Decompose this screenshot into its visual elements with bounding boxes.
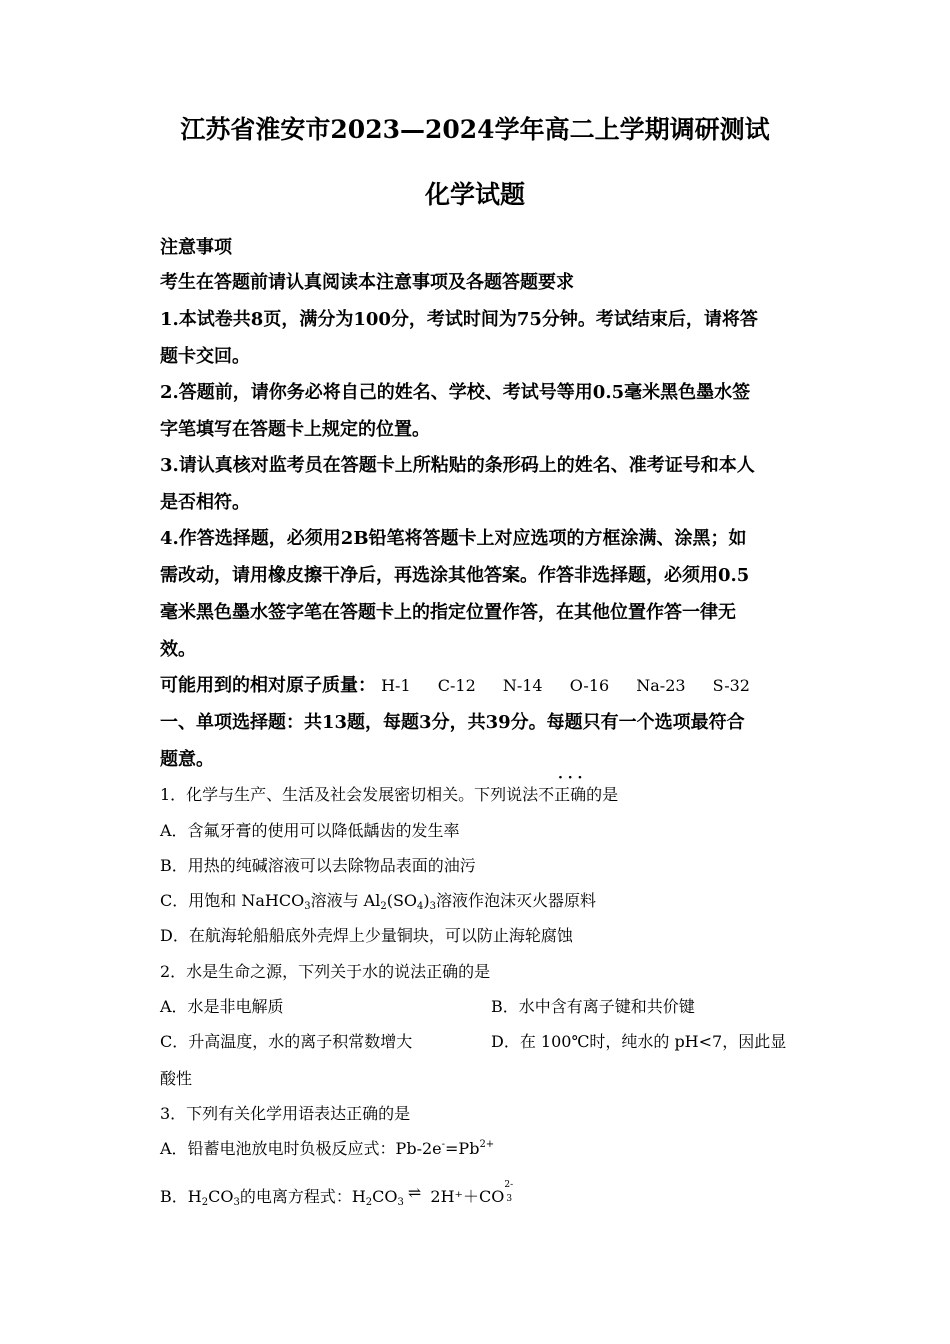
- q2-option-d: D．在 100℃时，纯水的 pH<7，因此显: [491, 1032, 787, 1051]
- notice-item-2-line-1: 2.答题前，请你务必将自己的姓名、学校、考试号等用0.5毫米黑色墨水签: [160, 382, 751, 403]
- notice-item-4-line-3: 毫米黑色墨水签字笔在答题卡上的指定位置作答，在其他位置作答一律无: [160, 602, 736, 623]
- notice-item-2-line-2: 字笔填写在答题卡上规定的位置。: [160, 419, 430, 440]
- notice-item-3-line-2: 是否相符。: [160, 492, 250, 513]
- notice-item-4-line-1: 4.作答选择题，必须用2B铅笔将答题卡上对应选项的方框涂满、涂黑；如: [160, 528, 747, 549]
- atomic-mass-s: S-32: [712, 676, 750, 695]
- q2-stem: 2．水是生命之源，下列关于水的说法正确的是: [160, 962, 491, 981]
- section-1-heading-cont: 题意。: [160, 749, 214, 770]
- q2-option-c: C．升高温度，水的离子积常数增大: [160, 1032, 413, 1051]
- notice-heading: 注意事项: [160, 237, 232, 258]
- notice-item-4-line-4: 效。: [160, 639, 196, 660]
- atomic-mass-label: 可能用到的相对原子质量：: [160, 675, 376, 696]
- atomic-mass-h: H-1: [381, 676, 411, 695]
- q1-option-a: A．含氟牙膏的使用可以降低龋齿的发生率: [160, 821, 460, 840]
- emphasis-dots: · · ·: [558, 770, 583, 786]
- q2-option-d-cont: 酸性: [160, 1069, 193, 1088]
- q1-option-c: C．用饱和 NaHCO$_3$溶液与 $Al_2(SO_4)_3$溶液作泡沫灭火器原料: [160, 891, 597, 912]
- q1-stem-line: [160, 770, 619, 805]
- notice-item-1-line-2: 题卡交回。: [160, 346, 250, 367]
- notice-item-4-line-2: 需改动，请用橡皮擦干净后，再选涂其他答案。作答非选择题，必须用0.5: [160, 565, 750, 586]
- atomic-mass-c: C-12: [437, 676, 476, 695]
- notice-intro: 考生在答题前请认真阅读本注意事项及各题答题要求: [160, 272, 574, 293]
- equilibrium-arrow-icon: ⇌: [407, 1183, 422, 1202]
- q1-stem: 1．化学与生产、生活及社会发展密切相关。下列说法不正确的是: [160, 785, 619, 804]
- atomic-mass-o: O-16: [569, 676, 610, 695]
- q3-option-a: A．铅蓄电池放电时负极反应式：$Pb-2e^-=Pb^{2+}$: [160, 1139, 495, 1158]
- page-title: 江苏省淮安市2023—2024学年高二上学期调研测试: [180, 115, 770, 144]
- q3-option-b: B．$H_2CO_3$的电离方程式：$H_2CO_3\rightleftharpoons$ 2H⁺＋CO 2- 3: [160, 1183, 518, 1208]
- atomic-mass-n: N-14: [502, 676, 543, 695]
- page-subtitle: 化学试题: [424, 180, 525, 209]
- q1-option-d: D．在航海轮船船底外壳焊上少量铜块，可以防止海轮腐蚀: [160, 926, 573, 945]
- notice-item-3-line-1: 3.请认真核对监考员在答题卡上所粘贴的条形码上的姓名、准考证号和本人: [160, 455, 755, 476]
- section-1-heading: 一、单项选择题：共13题，每题3分，共39分。每题只有一个选项最符合: [160, 712, 745, 733]
- carbonate-charge: 2- 3: [504, 1180, 514, 1204]
- atomic-mass-na: Na-23: [636, 676, 686, 695]
- q1-option-b: B．用热的纯碱溶液可以去除物品表面的油污: [160, 856, 476, 875]
- q2-option-b: B．水中含有离子键和共价键: [491, 997, 695, 1016]
- q2-option-a: A．水是非电解质: [160, 997, 284, 1016]
- atomic-mass-line: [160, 671, 772, 697]
- notice-item-1-line-1: 1.本试卷共8页，满分为100分，考试时间为75分钟。考试结束后，请将答: [160, 309, 758, 330]
- q3-stem: 3．下列有关化学用语表达正确的是: [160, 1104, 411, 1123]
